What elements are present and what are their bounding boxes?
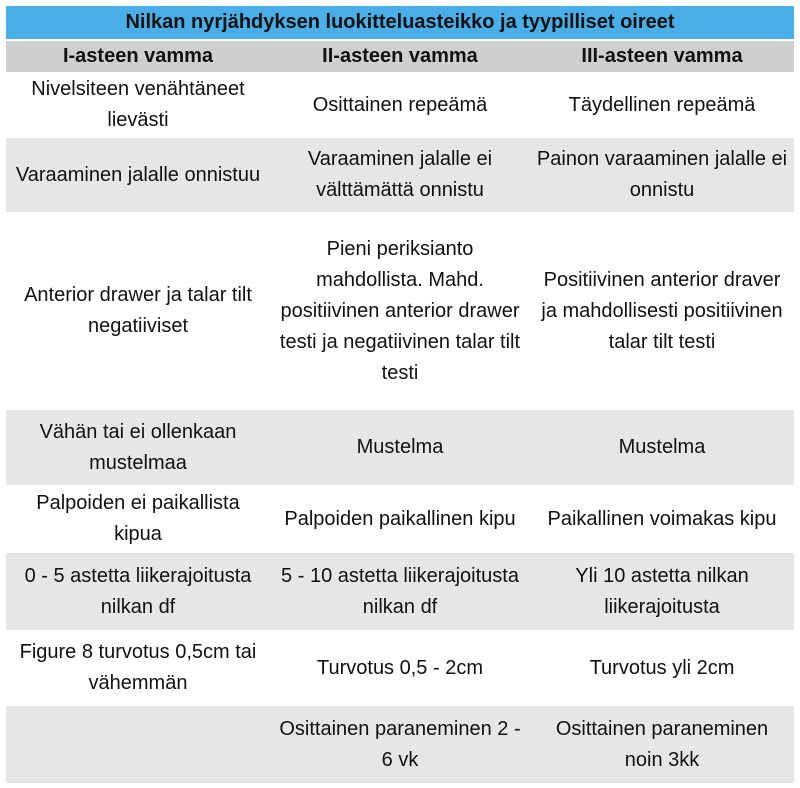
cell-grade-2: Turvotus 0,5 - 2cm xyxy=(317,656,483,679)
cell-grade-1 xyxy=(6,706,270,783)
table-row xyxy=(6,485,794,553)
cell-grade-1: Figure 8 turvotus 0,5cm tai vähemmän xyxy=(19,641,257,694)
table-row xyxy=(6,72,794,138)
cell-grade-1: Nivelsiteen venähtäneet lievästi xyxy=(31,78,245,131)
header-row xyxy=(6,40,794,72)
cell-grade-2: Palpoiden paikallinen kipu xyxy=(284,507,516,530)
cell-grade-3: Täydellinen repeämä xyxy=(568,93,756,116)
cell-grade-2: Osittainen paraneminen 2 - 6 vk xyxy=(270,706,530,783)
cell-grade-3: Painon varaaminen jalalle ei onnistu xyxy=(530,138,794,212)
cell-grade-1: 0 - 5 astetta liikerajoitusta nilkan df xyxy=(6,553,270,630)
table-row xyxy=(6,630,794,706)
table-row xyxy=(6,410,794,485)
cell-grade-1: Varaaminen jalalle onnistuu xyxy=(6,138,270,212)
cell-grade-3: Mustelma xyxy=(530,410,794,485)
cell-grade-2: Osittainen repeämä xyxy=(312,93,488,116)
cell-grade-1: Vähän tai ei ollenkaan mustelmaa xyxy=(6,410,270,485)
table-title: Nilkan nyrjähdyksen luokitteluasteikko ja tyypilliset oireet xyxy=(6,6,794,40)
header-grade-1: I-asteen vamma xyxy=(6,40,270,72)
table-row xyxy=(6,706,794,783)
table-row xyxy=(6,553,794,630)
table-row xyxy=(6,138,794,212)
cell-grade-3: Turvotus yli 2cm xyxy=(589,656,735,679)
cell-grade-3: Paikallinen voimakas kipu xyxy=(547,507,777,530)
cell-grade-2: Varaaminen jalalle ei välttämättä onnistu xyxy=(270,138,530,212)
cell-grade-1: Anterior drawer ja talar tilt negatiiviset xyxy=(24,284,252,337)
header-grade-3: III-asteen vamma xyxy=(530,40,794,72)
classification-table xyxy=(6,6,794,783)
cell-grade-2: 5 - 10 astetta liikerajoitusta nilkan df xyxy=(270,553,530,630)
cell-grade-3: Osittainen paraneminen noin 3kk xyxy=(530,706,794,783)
cell-grade-2: Mustelma xyxy=(270,410,530,485)
cell-grade-3: Yli 10 astetta nilkan liikerajoitusta xyxy=(530,553,794,630)
cell-grade-1: Palpoiden ei paikallista kipua xyxy=(36,492,240,545)
cell-grade-2: Pieni periksianto mahdollista. Mahd. positiivinen anterior drawer testi ja negatiivinen talar tilt testi xyxy=(279,237,521,384)
cell-grade-3: Positiivinen anterior draver ja mahdollisesti positiivinen talar tilt testi xyxy=(541,268,783,353)
header-grade-2: II-asteen vamma xyxy=(270,40,530,72)
table-row xyxy=(6,212,794,410)
